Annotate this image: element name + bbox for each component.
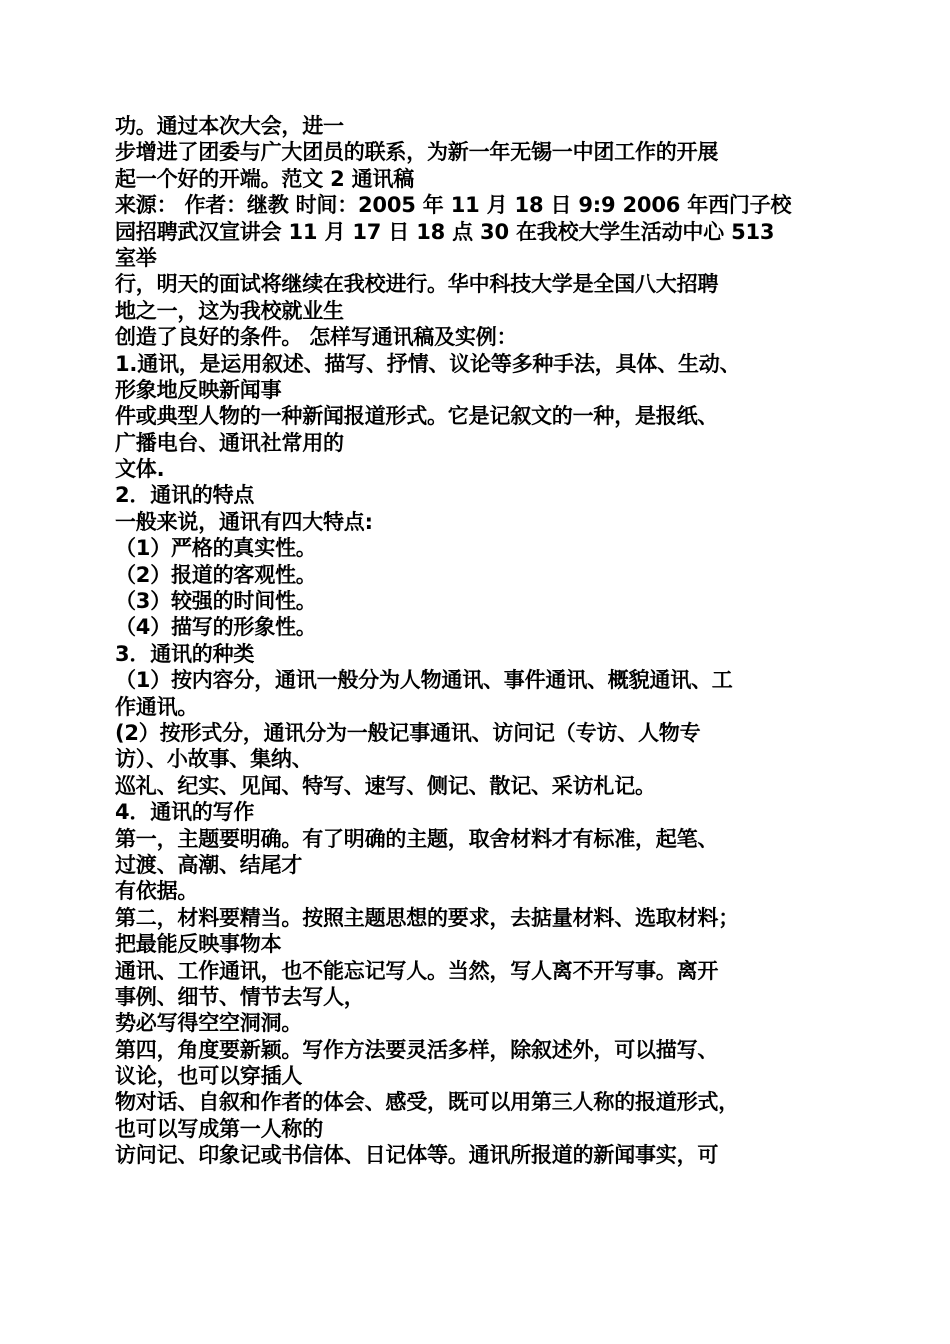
text-line: 议论，也可以穿插人 xyxy=(115,1064,303,1089)
text-line: 广播电台、通讯社常用的 xyxy=(115,430,344,455)
list-item: （1）严格的真实性。 xyxy=(115,536,317,561)
text-line: 通讯、工作通讯，也不能忘记写人。当然，写人离不开写事。离开 xyxy=(115,958,719,983)
text-line: 势必写得空空洞洞。 xyxy=(115,1011,303,1036)
text-line: 过渡、高潮、结尾才 xyxy=(115,852,303,877)
text-line: 有依据。 xyxy=(115,879,199,904)
text-line: 行，明天的面试将继续在我校进行。华中科技大学是全国八大招聘 xyxy=(115,272,719,297)
text-line: 访）、小故事、集纳、 xyxy=(115,747,313,772)
section-heading: 3．通讯的种类 xyxy=(115,641,255,666)
text-line: 室举 xyxy=(115,245,157,270)
text-line: 访问记、印象记或书信体、日记体等。通讯所报道的新闻事实，可 xyxy=(115,1143,719,1168)
text-line: 把最能反映事物本 xyxy=(115,932,282,957)
text-line: 创造了良好的条件。 怎样写通讯稿及实例： xyxy=(115,325,518,350)
text-line: 第四，角度要新颖。写作方法要灵活多样，除叙述外，可以描写、 xyxy=(115,1037,719,1062)
text-line: 功。通过本次大会，进一 xyxy=(115,114,344,138)
text-line: 一般来说，通讯有四大特点: xyxy=(115,509,373,534)
section-heading: 4．通讯的写作 xyxy=(115,800,255,825)
text-line: 第一，主题要明确。有了明确的主题，取舍材料才有标准，起笔、 xyxy=(115,826,719,851)
text-line: 来源： 作者：继教 时间：2005 年 11 月 18 日 9:9 2006 年西门子校 xyxy=(115,193,792,218)
text-line: （1）按内容分，通讯一般分为人物通讯、事件通讯、概貌通讯、工 xyxy=(115,668,733,693)
text-line: 物对话、自叙和作者的体会、感受，既可以用第三人称的报道形式， xyxy=(115,1090,739,1115)
text-line: 地之一，这为我校就业生 xyxy=(115,298,344,323)
text-line: 事例、细节、情节去写人， xyxy=(115,984,365,1009)
text-line: 园招聘武汉宣讲会 11 月 17 日 18 点 30 在我校大学生活动中心 513 xyxy=(115,219,775,244)
document-body xyxy=(115,113,835,1169)
text-line: 步增进了团委与广大团员的联系，为新一年无锡一中团工作的开展 xyxy=(115,140,719,165)
text-line: (2）按形式分，通讯分为一般记事通讯、访问记（专访、人物专 xyxy=(115,720,701,745)
text-line: 也可以写成第一人称的 xyxy=(115,1116,323,1141)
text-line: 起一个好的开端。范文 2 通讯稿 xyxy=(115,166,415,191)
text-line: 文体. xyxy=(115,457,165,482)
list-item: （3）较强的时间性。 xyxy=(115,589,317,614)
text-line: 件或典型人物的一种新闻报道形式。它是记叙文的一种，是报纸、 xyxy=(115,404,719,429)
text-line: 作通讯。 xyxy=(115,694,199,719)
list-item: （4）描写的形象性。 xyxy=(115,615,317,640)
text-line: 第二，材料要精当。按照主题思想的要求，去掂量材料、选取材料； xyxy=(115,905,739,930)
text-line: 形象地反映新闻事 xyxy=(115,377,282,402)
text-line: 1.通讯，是运用叙述、描写、抒情、议论等多种手法，具体、生动、 xyxy=(115,351,741,376)
text-line: 巡礼、纪实、见闻、特写、速写、侧记、散记、采访札记。 xyxy=(115,773,656,798)
list-item: （2）报道的客观性。 xyxy=(115,562,317,587)
section-heading: 2．通讯的特点 xyxy=(115,483,255,508)
